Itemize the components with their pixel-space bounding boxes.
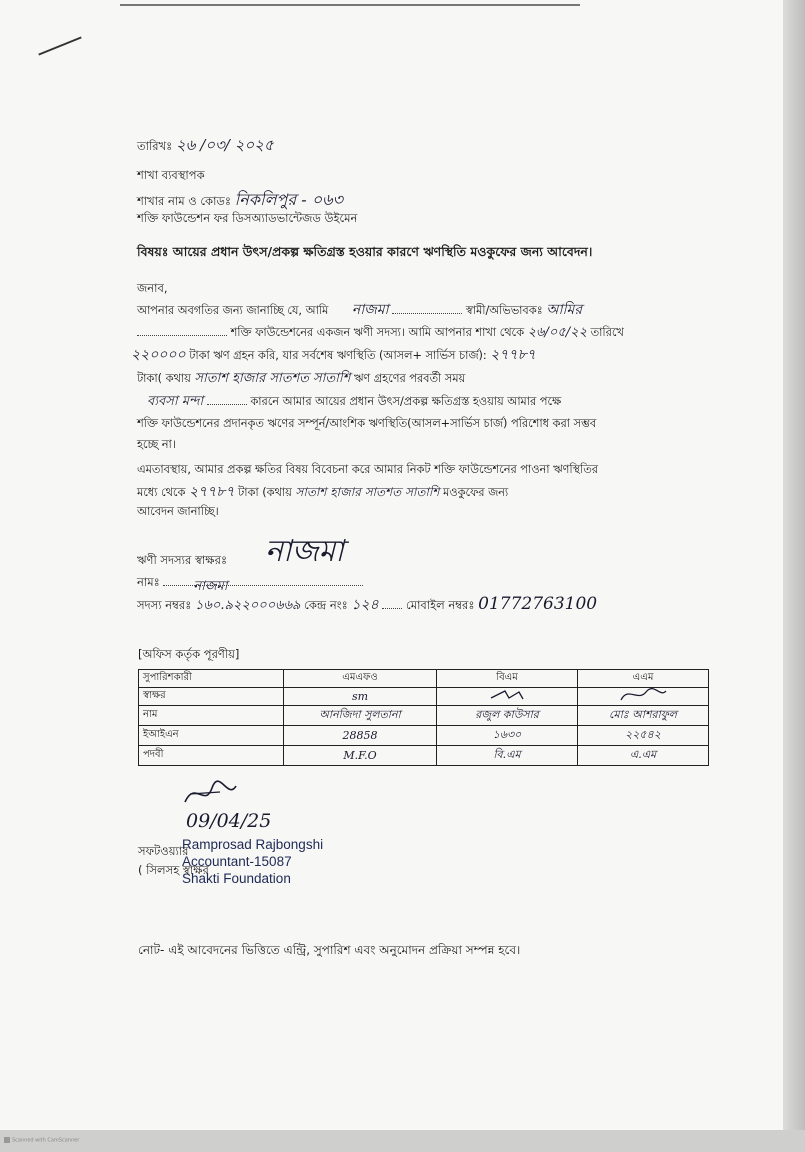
table-header-cell: সুপারিশকারী <box>139 670 284 688</box>
am-signature-mark <box>618 688 668 702</box>
waiver-in-words: সাতাশ হাজার সাতশত সাতাশি <box>295 485 440 499</box>
dotted-fill <box>137 335 227 336</box>
dotted-fill <box>382 608 402 609</box>
member-signature: নাজমা <box>265 534 344 569</box>
table-header-cell: এএম <box>578 670 709 688</box>
table-cell: sm <box>284 688 437 706</box>
scanner-badge-text: Scanned with CamScanner <box>12 1137 80 1144</box>
table-cell: ২২৫৪২ <box>578 726 709 746</box>
mobile-label: মোবাইল নম্বরঃ <box>406 598 475 612</box>
body-text: তারিখে <box>590 326 624 339</box>
loss-reason: ব্যবসা মন্দা <box>147 394 204 409</box>
body-line-7: হচ্ছে না। <box>137 438 176 451</box>
body-text: মধ্যে থেকে <box>137 486 186 499</box>
seal-signature-label: ( সিলসহ স্বাক্ষর <box>138 863 209 877</box>
table-cell <box>437 688 578 706</box>
salutation: জনাব, <box>137 281 168 295</box>
row-label: ইআইএন <box>139 726 284 746</box>
dotted-fill <box>207 404 247 405</box>
dotted-fill <box>392 313 462 314</box>
request-line-3: আবেদন জানাচ্ছি। <box>137 505 219 518</box>
body-text: টাকা (কথায় <box>238 486 292 499</box>
loan-balance: ২৭৭৮৭ <box>490 347 536 363</box>
member-name-line <box>137 574 363 593</box>
table-cell: ১৬৩০ <box>437 726 578 746</box>
member-signature-label: ঋণী সদস্যর স্বাক্ষরঃ <box>137 553 228 567</box>
stamp-name: Ramprosad Rajbongshi <box>182 837 324 852</box>
body-text: টাকা( কথায় <box>137 372 191 385</box>
date-line <box>137 134 274 159</box>
bm-signature-mark <box>487 688 527 702</box>
member-id-value: ১৬০.৯২২০০০৬৬৯ <box>194 598 301 613</box>
table-header-cell: এমএফও <box>284 670 437 688</box>
scan-bottom-band <box>0 1130 805 1152</box>
table-cell: M.F.O <box>284 746 437 766</box>
branch-value: নিকলিপুর - ০৬৩ <box>234 190 343 209</box>
table-header-cell: বিএম <box>437 670 578 688</box>
table-row <box>139 726 709 746</box>
center-label: কেন্দ্র নংঃ <box>304 598 348 612</box>
body-text: কারনে আমার আয়ের প্রধান উৎস/প্রকল্প ক্ষতিগ্রস্ত হওয়ায় আমার পক্ষে <box>250 395 562 408</box>
table-row <box>139 706 709 726</box>
member-name-label: নামঃ <box>137 575 160 589</box>
table-cell: রজুল কাউসার <box>437 706 578 726</box>
approval-date: 09/04/25 <box>186 810 272 832</box>
table-cell: এ.এম <box>578 746 709 766</box>
stamp-org: Shakti Foundation <box>182 871 291 886</box>
office-heading: [অফিস কর্তৃক পূরণীয়] <box>138 647 240 661</box>
loan-date: ২৬/০৫/২২ <box>527 325 588 340</box>
body-line-2 <box>137 320 624 345</box>
page-edge-shadow <box>783 0 805 1136</box>
manager-label: শাখা ব্যবস্থাপক <box>137 168 205 182</box>
mobile-value: 01772763100 <box>478 594 598 614</box>
waiver-amount: ২৭৭৮৭ <box>188 484 235 500</box>
table-cell: বি.এম <box>437 746 578 766</box>
org-line: শক্তি ফাউন্ডেশন ফর ডিসঅ্যাডভান্টেজড উইমেন <box>137 211 358 225</box>
table-cell: আনজিদা সুলতানা <box>284 706 437 726</box>
body-line-3 <box>131 343 536 368</box>
body-line-6: শক্তি ফাউন্ডেশনের প্রদানকৃত ঋণের সম্পূর্ন/আংশিক ঋণস্থিতি(আসল+সার্ভিস চার্জ) পরিশোধ করা সম্ভব <box>137 417 597 430</box>
body-text: টাকা ঋণ গ্রহন করি, যার সর্বশেষ ঋণস্থিতি (আসল+ সার্ভিস চার্জ): <box>189 349 487 362</box>
member-name-value: নাজমা <box>193 579 228 594</box>
table-cell <box>578 688 709 706</box>
top-cut-line <box>120 0 580 6</box>
row-label: নাম <box>139 706 284 726</box>
scanner-badge <box>4 1137 79 1144</box>
accountant-stamp <box>182 836 323 887</box>
body-text: আপনার অবগতির জন্য জানাচ্ছি যে, আমি <box>137 304 329 317</box>
subject-line: বিষয়ঃ আয়ের প্রধান উৎস/প্রকল্প ক্ষতিগ্রস্ত হওয়ার কারণে ঋণস্থিতি মওকুফের জন্য আবেদন। <box>137 244 593 259</box>
row-label: স্বাক্ষর <box>139 688 284 706</box>
member-id-line <box>137 593 597 617</box>
body-text: ঋণ গ্রহণের পরবর্তী সময় <box>353 372 466 385</box>
table-header-row <box>139 670 709 688</box>
table-row <box>139 688 709 706</box>
member-signature-line <box>137 552 227 571</box>
software-label: সফটওয়্যার <box>138 844 189 858</box>
date-label: তারিখঃ <box>137 139 173 153</box>
guardian-name: আমির <box>546 302 583 318</box>
member-name-dots <box>163 579 363 594</box>
center-value: ১২৪ <box>351 597 379 613</box>
request-line-1: এমতাবস্থায়, আমার প্রকল্প ক্ষতির বিষয় বিবেচনা করে আমার নিকট শক্তি ফাউন্ডেশনের পাওনা ঋণস্থিতির <box>137 463 598 476</box>
body-text: স্বামী/অভিভাবকঃ <box>465 304 543 317</box>
approver-signature-mark <box>180 780 240 810</box>
stamp-role: Accountant-15087 <box>182 854 292 869</box>
branch-label: শাখার নাম ও কোডঃ <box>137 194 232 208</box>
applicant-name: নাজমা <box>351 302 389 318</box>
body-text: শক্তি ফাউন্ডেশনের একজন ঋণী সদস্য। আমি আপনার শাখা থেকে <box>230 326 524 339</box>
table-row <box>139 746 709 766</box>
body-line-4 <box>137 366 465 391</box>
office-table <box>138 669 709 766</box>
date-value: ২৬ /০৩/ ২০২৫ <box>175 136 274 154</box>
footer-note: নোট- এই আবেদনের ভিত্তিতে এন্ট্রি, সুপারিশ এবং অনুমোদন প্রক্রিয়া সম্পন্ন হবে। <box>138 943 521 957</box>
camscanner-icon <box>4 1137 10 1143</box>
member-id-label: সদস্য নম্বরঃ <box>137 598 192 612</box>
table-cell: 28858 <box>284 726 437 746</box>
balance-in-words: সাতাশ হাজার সাতশত সাতাশি <box>194 371 351 386</box>
row-label: পদবী <box>139 746 284 766</box>
body-text: মওকুফের জন্য <box>442 486 509 499</box>
loan-amount: ২২০০০০ <box>131 347 186 363</box>
table-cell: মোঃ আশরাফুল <box>578 706 709 726</box>
